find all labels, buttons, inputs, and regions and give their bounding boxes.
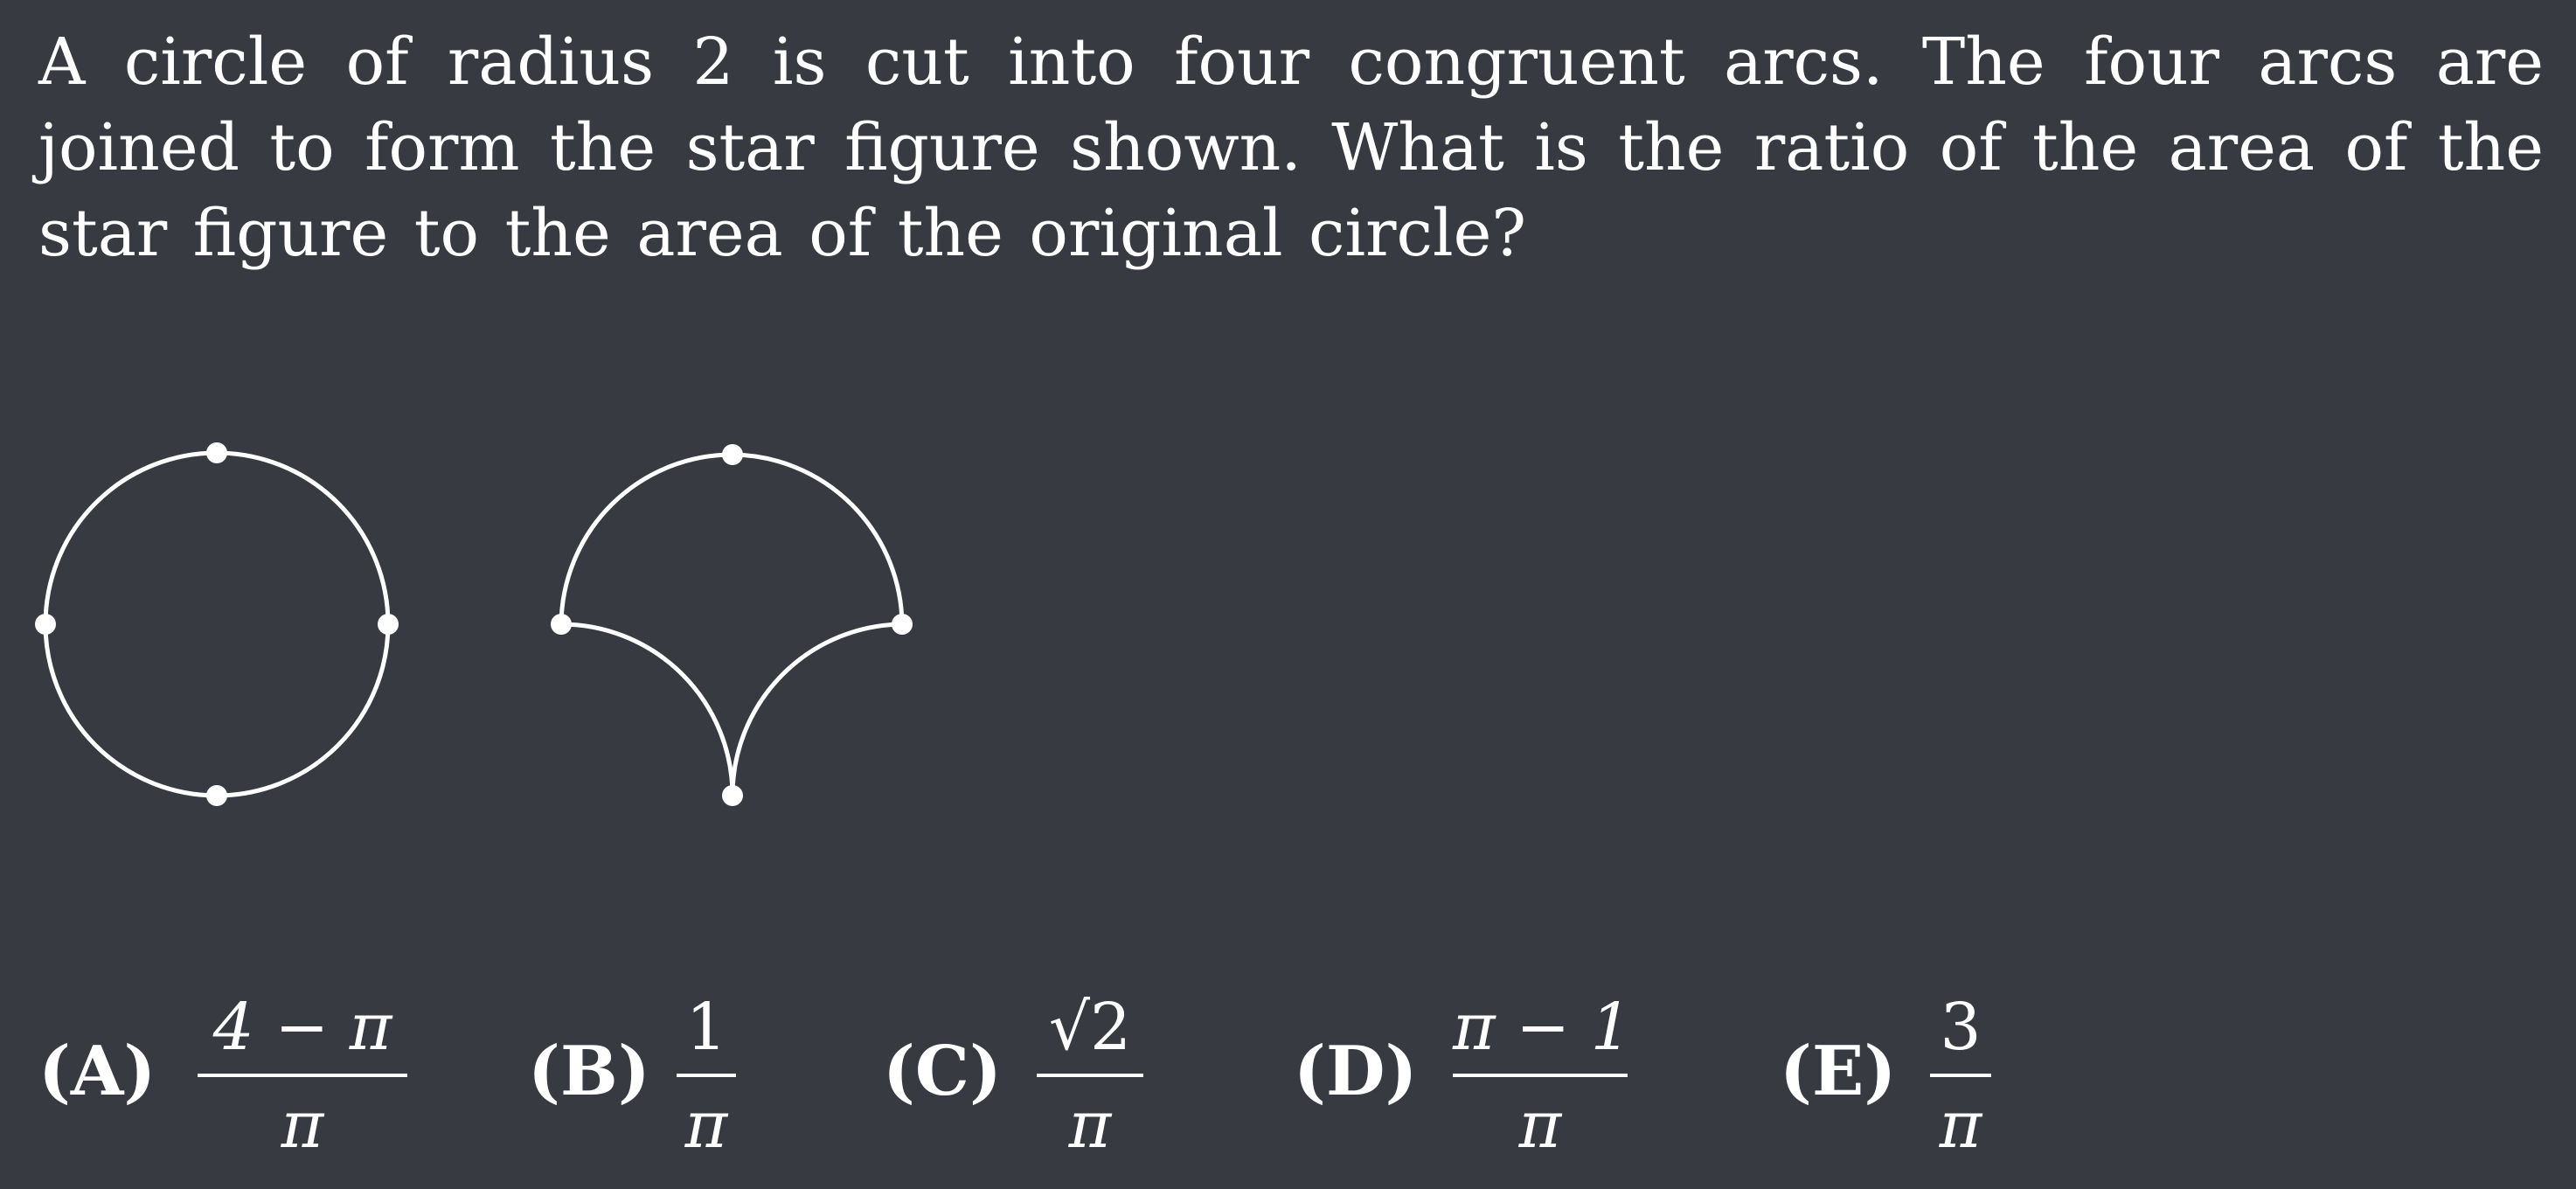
choice-e-label: (E) <box>1780 1032 1897 1111</box>
circle-point-right <box>378 614 399 635</box>
choice-a-fraction <box>198 988 407 1165</box>
choice-a-denominator: π <box>281 1088 324 1163</box>
fraction-bar <box>1037 1074 1143 1077</box>
fraction-bar <box>1930 1074 1991 1077</box>
problem-text: A circle of radius 2 is cut into four congruent arcs. The four arcs are joined to form the star figure shown. What is the ratio of the area of the star figure to the area of the original circle? <box>38 24 2544 271</box>
choice-a[interactable] <box>38 988 406 1163</box>
original-circle <box>45 453 388 796</box>
figures <box>0 420 979 822</box>
choice-e-fraction <box>1930 988 1991 1165</box>
circle-point-top <box>206 442 227 463</box>
choice-e-numerator: 3 <box>1940 990 1982 1065</box>
choice-c[interactable] <box>883 988 1145 1163</box>
star-point-top <box>722 444 743 465</box>
fraction-bar <box>1453 1074 1628 1077</box>
choice-b-fraction <box>677 988 736 1165</box>
star-arc-top-left <box>561 455 733 624</box>
choice-c-fraction <box>1037 988 1143 1165</box>
fraction-bar <box>677 1074 736 1077</box>
star-arc-bottom-right <box>733 624 902 796</box>
star-arc-bottom-left <box>561 624 733 796</box>
choice-b-label: (B) <box>528 1032 650 1111</box>
star-point-bottom <box>722 785 743 806</box>
choice-b[interactable] <box>528 988 738 1163</box>
choice-b-denominator: π <box>684 1088 728 1163</box>
choice-d[interactable] <box>1294 988 1643 1163</box>
choice-a-label: (A) <box>38 1032 156 1111</box>
choice-d-label: (D) <box>1294 1032 1418 1111</box>
star-point-left <box>551 614 572 635</box>
choice-e-denominator: π <box>1939 1088 1982 1163</box>
circle-point-bottom <box>206 785 227 806</box>
choice-c-denominator: π <box>1068 1088 1112 1163</box>
star-point-right <box>892 614 913 635</box>
choice-c-numerator: √2 <box>1048 990 1132 1065</box>
figures-svg <box>0 420 979 822</box>
choice-b-numerator: 1 <box>685 990 727 1065</box>
fraction-bar <box>198 1074 407 1077</box>
circle-point-left <box>35 614 56 635</box>
choice-c-label: (C) <box>883 1032 1002 1111</box>
choice-e[interactable] <box>1780 988 1989 1163</box>
choice-d-denominator: π <box>1518 1088 1562 1163</box>
choice-d-fraction <box>1453 988 1632 1165</box>
choice-a-numerator: 4 − π <box>212 990 392 1065</box>
star-arc-top-right <box>733 455 902 624</box>
choice-d-numerator: π − 1 <box>1453 990 1632 1065</box>
